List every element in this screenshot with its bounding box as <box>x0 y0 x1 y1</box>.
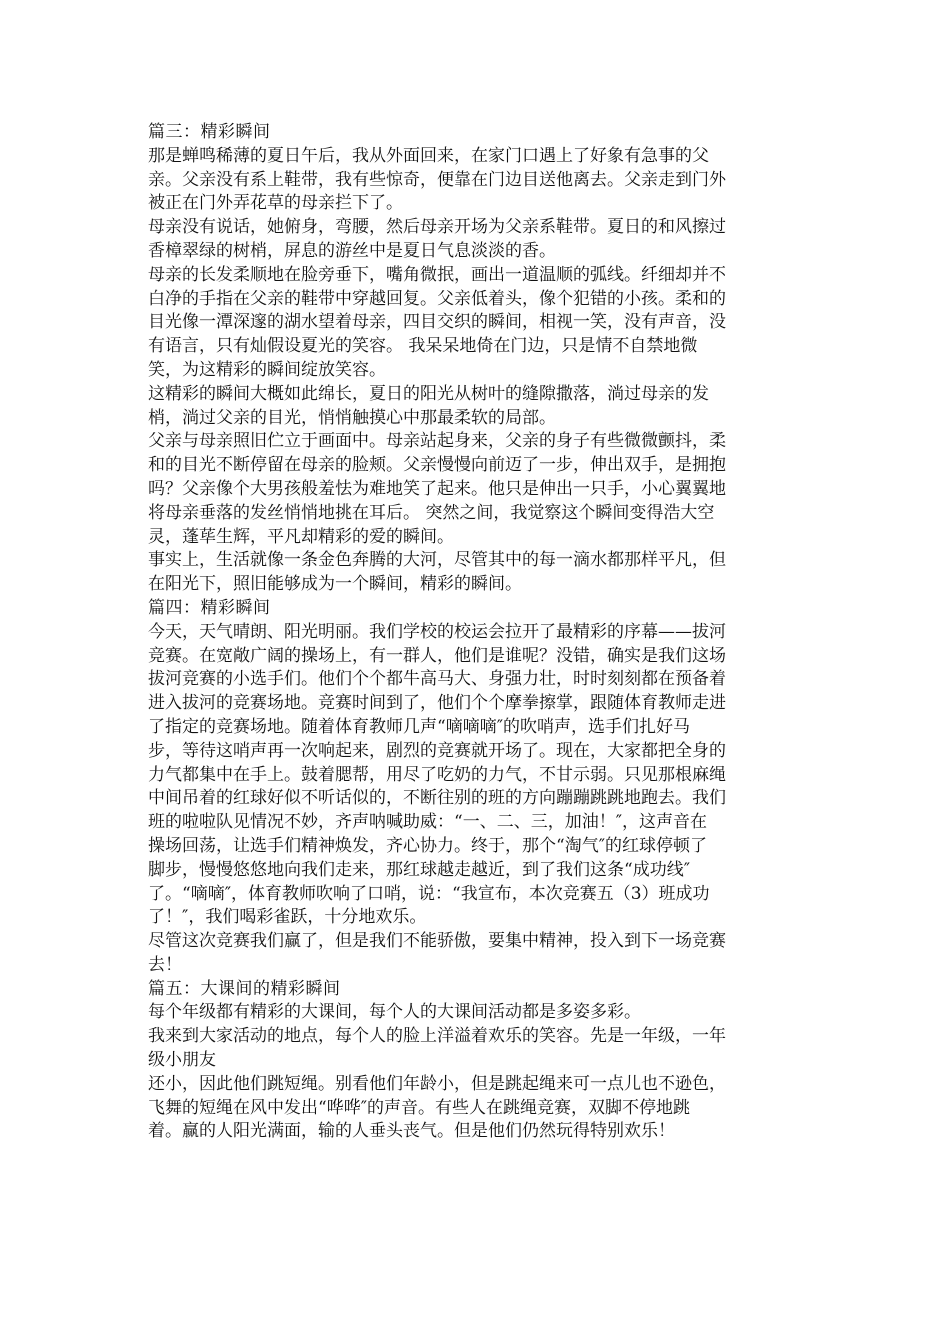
text-line: 目光像一潭深邃的湖水望着母亲，四目交织的瞬间，相视一笑，没有声音，没 <box>148 312 726 333</box>
document-page <box>148 121 808 1144</box>
section-heading-4: 篇四：精彩瞬间 <box>148 597 271 618</box>
text-line: 了指定的竞赛场地。随着体育教师几声“嘀嘀嘀″的吹哨声，选手们扎好马 <box>148 716 691 737</box>
text-line: 和的目光不断停留在母亲的脸颊。父亲慢慢向前迈了一步，伸出双手，是拥抱 <box>148 455 726 476</box>
text-line: 进入拔河的竞赛场地。竞赛时间到了，他们个个摩拳擦掌，跟随体育教师走进 <box>148 693 726 714</box>
text-line: 亲。父亲没有系上鞋带，我有些惊奇，便靠在门边目送他离去。父亲走到门外 <box>148 169 726 190</box>
text-line: 了。“嘀嘀″，体育教师吹响了口哨，说：“我宣布，本次竞赛五（3）班成功 <box>148 883 710 904</box>
text-line: 力气都集中在手上。鼓着腮帮，用尽了吃奶的力气，不甘示弱。只见那根麻绳 <box>148 764 726 785</box>
text-line: 父亲与母亲照旧伫立于画面中。母亲站起身来，父亲的身子有些微微颤抖，柔 <box>148 431 726 452</box>
text-line: 拔河竞赛的小选手们。他们个个都牛高马大、身强力壮，时时刻刻都在预备着 <box>148 669 726 690</box>
text-line: 有语言，只有灿假设夏光的笑容。 我呆呆地倚在门边，只是情不自禁地微 <box>148 336 698 357</box>
text-line: 将母亲垂落的发丝悄悄地挑在耳后。 突然之间，我觉察这个瞬间变得浩大空 <box>148 502 715 523</box>
text-line: 还小，因此他们跳短绳。别看他们年龄小，但是跳起绳来可一点儿也不逊色， <box>148 1073 726 1094</box>
text-line: 尽管这次竞赛我们赢了，但是我们不能骄傲，要集中精神，投入到下一场竞赛 <box>148 931 726 952</box>
section-heading-5: 篇五：大课间的精彩瞬间 <box>148 978 341 999</box>
text-line: 今天，天气晴朗、阳光明丽。我们学校的校运会拉开了最精彩的序幕——拔河 <box>148 621 726 642</box>
text-line: 竞赛。在宽敞广阔的操场上，有一群人，他们是谁呢？没错，确实是我们这场 <box>148 645 726 666</box>
text-line: 级小朋友 <box>148 1050 216 1071</box>
section-heading-3: 篇三：精彩瞬间 <box>148 122 271 142</box>
text-line: 着。赢的人阳光满面，输的人垂头丧气。但是他们仍然玩得特别欢乐！ <box>148 1121 675 1142</box>
text-line: 母亲的长发柔顺地在脸旁垂下，嘴角微抿，画出一道温顺的弧线。纤细却并不 <box>148 264 726 285</box>
text-line: 飞舞的短绳在风中发出“哗哗″的声音。有些人在跳绳竞赛，双脚不停地跳 <box>148 1097 691 1118</box>
text-line: 步，等待这哨声再一次响起来，剧烈的竞赛就开场了。现在，大家都把全身的 <box>148 740 726 761</box>
text-line: 操场回荡，让选手们精神焕发，齐心协力。终于，那个“淘气″的红球停顿了 <box>148 835 708 856</box>
text-line: 笑，为这精彩的瞬间绽放笑容。 <box>148 359 386 380</box>
text-line: 灵，蓬荜生辉，平凡却精彩的爱的瞬间。 <box>148 526 454 547</box>
text-line: 吗？父亲像个大男孩般羞怯为难地笑了起来。他只是伸出一只手，小心翼翼地 <box>148 478 726 499</box>
text-line: 去！ <box>148 954 182 975</box>
text-line: 梢，淌过父亲的目光，悄悄触摸心中那最柔软的局部。 <box>148 407 556 428</box>
text-line: 事实上，生活就像一条金色奔腾的大河，尽管其中的每一滴水都那样平凡，但 <box>148 550 726 571</box>
text-line: 中间吊着的红球好似不听话似的，不断往别的班的方向蹦蹦跳跳地跑去。我们 <box>148 788 726 809</box>
text-line: 那是蝉鸣稀薄的夏日午后，我从外面回来，在家门口遇上了好象有急事的父 <box>148 145 709 166</box>
text-line: 脚步，慢慢悠悠地向我们走来，那红球越走越近，到了我们这条“成功线″ <box>148 859 691 880</box>
text-line: 了！″，我们喝彩雀跃，十分地欢乐。 <box>148 907 427 928</box>
text-line: 白净的手指在父亲的鞋带中穿越回复。父亲低着头，像个犯错的小孩。柔和的 <box>148 288 726 309</box>
text-line: 我来到大家活动的地点，每个人的脸上洋溢着欢乐的笑容。先是一年级，一年 <box>148 1026 726 1047</box>
text-line: 被正在门外弄花草的母亲拦下了。 <box>148 193 403 214</box>
text-line: 香樟翠绿的树梢，屏息的游丝中是夏日气息淡淡的香。 <box>148 240 556 261</box>
text-line: 班的啦啦队见情况不妙，齐声呐喊助威：“一、二、三，加油！″，这声音在 <box>148 812 708 833</box>
text-line: 每个年级都有精彩的大课间，每个人的大课间活动都是多姿多彩。 <box>148 1002 641 1023</box>
text-line: 这精彩的瞬间大概如此绵长，夏日的阳光从树叶的缝隙撒落，淌过母亲的发 <box>148 383 709 404</box>
text-line: 母亲没有说话，她俯身，弯腰，然后母亲开场为父亲系鞋带。夏日的和风擦过 <box>148 217 726 238</box>
text-line: 在阳光下，照旧能够成为一个瞬间，精彩的瞬间。 <box>148 574 522 595</box>
